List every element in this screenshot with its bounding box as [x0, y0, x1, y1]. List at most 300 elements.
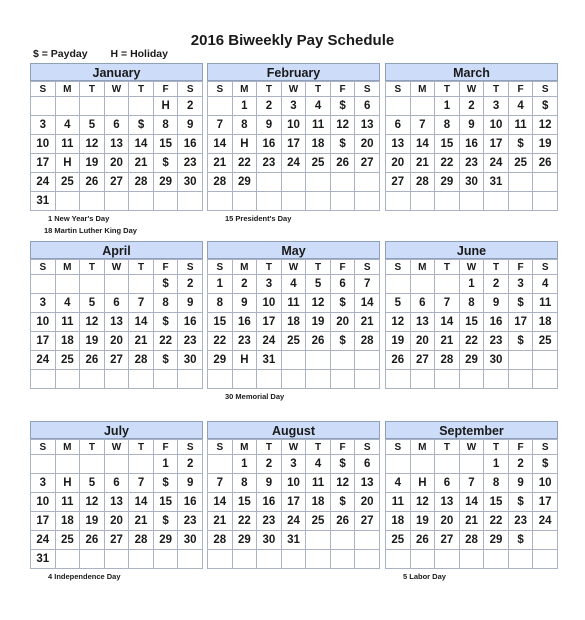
day-cell: 28: [208, 173, 233, 192]
month-title: March: [385, 63, 558, 81]
day-cell: [257, 192, 282, 211]
week-row: [386, 493, 558, 512]
day-cell: 1: [232, 97, 257, 116]
day-cell: 21: [208, 154, 233, 173]
month-title: January: [30, 63, 203, 81]
day-cell: [232, 550, 257, 569]
day-cell: [386, 370, 411, 389]
month-august: [207, 421, 380, 569]
weekday-label: T: [257, 82, 282, 97]
day-cell: 9: [178, 116, 203, 135]
day-cell: 31: [31, 192, 56, 211]
weekday-label: F: [330, 82, 355, 97]
day-cell: [80, 550, 105, 569]
day-cell: 24: [31, 351, 56, 370]
day-cell: 8: [153, 116, 178, 135]
week-row: [208, 313, 380, 332]
day-cell: 25: [306, 512, 331, 531]
day-cell: 18: [55, 512, 80, 531]
day-cell: 22: [153, 332, 178, 351]
day-cell: 10: [31, 493, 56, 512]
day-cell: 18: [386, 512, 411, 531]
day-cell: [330, 192, 355, 211]
day-cell: 9: [257, 116, 282, 135]
holiday-note: 4 Independence Day: [48, 572, 121, 581]
month-title: May: [207, 241, 380, 259]
weekday-header-row: [386, 440, 558, 455]
week-row: [31, 512, 203, 531]
day-cell: 29: [435, 173, 460, 192]
day-cell: [306, 351, 331, 370]
weekday-label: T: [435, 82, 460, 97]
day-cell: 3: [484, 97, 509, 116]
payday-cell: $: [508, 294, 533, 313]
day-cell: 14: [208, 493, 233, 512]
holiday-note: 1 New Year's Day: [48, 214, 110, 223]
weekday-label: M: [410, 260, 435, 275]
day-cell: 20: [104, 154, 129, 173]
day-cell: 3: [257, 275, 282, 294]
day-cell: 11: [281, 294, 306, 313]
day-cell: [178, 550, 203, 569]
week-row: [208, 275, 380, 294]
day-cell: 17: [31, 332, 56, 351]
day-cell: [257, 370, 282, 389]
month-january: [30, 63, 203, 237]
day-cell: [355, 192, 380, 211]
day-cell: [508, 370, 533, 389]
day-cell: [232, 370, 257, 389]
day-cell: 17: [281, 493, 306, 512]
day-cell: 23: [178, 154, 203, 173]
holiday-cell: H: [232, 351, 257, 370]
day-cell: 4: [306, 455, 331, 474]
day-cell: [208, 192, 233, 211]
day-cell: 16: [484, 313, 509, 332]
day-cell: 20: [104, 332, 129, 351]
day-cell: 10: [484, 116, 509, 135]
day-cell: [410, 275, 435, 294]
day-cell: [435, 370, 460, 389]
day-cell: [459, 455, 484, 474]
day-cell: [129, 192, 154, 211]
day-cell: 14: [435, 313, 460, 332]
weekday-label: W: [281, 440, 306, 455]
day-cell: 3: [281, 455, 306, 474]
weekday-label: W: [281, 82, 306, 97]
month-table: [30, 439, 203, 569]
day-cell: 29: [232, 173, 257, 192]
week-row: [31, 192, 203, 211]
day-cell: 15: [459, 313, 484, 332]
day-cell: 29: [232, 531, 257, 550]
week-row: [386, 135, 558, 154]
legend: [33, 48, 168, 60]
weekday-label: F: [153, 82, 178, 97]
day-cell: 5: [306, 275, 331, 294]
day-cell: [306, 173, 331, 192]
day-cell: 8: [208, 294, 233, 313]
day-cell: 2: [257, 455, 282, 474]
weekday-label: W: [104, 440, 129, 455]
day-cell: 20: [104, 512, 129, 531]
day-cell: 25: [55, 173, 80, 192]
weekday-label: T: [435, 260, 460, 275]
day-cell: 26: [410, 531, 435, 550]
day-cell: 13: [386, 135, 411, 154]
weekday-label: S: [31, 440, 56, 455]
week-row: [386, 294, 558, 313]
day-cell: 23: [257, 154, 282, 173]
day-cell: 19: [533, 135, 558, 154]
day-cell: 2: [484, 275, 509, 294]
holiday-note: 30 Memorial Day: [225, 392, 285, 401]
month-table: [207, 81, 380, 211]
day-cell: 13: [410, 313, 435, 332]
day-cell: 12: [80, 493, 105, 512]
weekday-label: S: [533, 82, 558, 97]
holiday-cell: H: [55, 154, 80, 173]
day-cell: 30: [257, 531, 282, 550]
day-cell: 12: [330, 474, 355, 493]
day-cell: [31, 97, 56, 116]
day-cell: 4: [306, 97, 331, 116]
day-cell: [355, 370, 380, 389]
day-cell: [306, 192, 331, 211]
day-cell: 7: [410, 116, 435, 135]
holiday-notes: [385, 571, 558, 583]
day-cell: 17: [31, 512, 56, 531]
weekday-header-row: [31, 440, 203, 455]
week-row: [208, 512, 380, 531]
day-cell: [129, 97, 154, 116]
holiday-cell: H: [55, 474, 80, 493]
day-cell: [281, 550, 306, 569]
day-cell: 17: [484, 135, 509, 154]
day-cell: 31: [31, 550, 56, 569]
weekday-label: M: [55, 82, 80, 97]
holiday-cell: H: [232, 135, 257, 154]
weekday-header-row: [31, 82, 203, 97]
day-cell: 23: [459, 154, 484, 173]
day-cell: [355, 550, 380, 569]
day-cell: 23: [232, 332, 257, 351]
day-cell: [208, 370, 233, 389]
day-cell: 27: [104, 173, 129, 192]
day-cell: 12: [80, 135, 105, 154]
day-cell: [330, 550, 355, 569]
day-cell: [386, 550, 411, 569]
day-cell: 27: [355, 512, 380, 531]
weekday-label: M: [55, 260, 80, 275]
day-cell: 30: [178, 351, 203, 370]
day-cell: 9: [178, 294, 203, 313]
day-cell: [386, 455, 411, 474]
weekday-label: M: [232, 260, 257, 275]
day-cell: 15: [232, 493, 257, 512]
month-table: [30, 81, 203, 211]
day-cell: 7: [435, 294, 460, 313]
week-row: [208, 135, 380, 154]
weekday-label: T: [257, 260, 282, 275]
weekday-label: S: [178, 260, 203, 275]
day-cell: 21: [129, 332, 154, 351]
day-cell: 20: [355, 135, 380, 154]
day-cell: 14: [208, 135, 233, 154]
day-cell: 19: [410, 512, 435, 531]
day-cell: 31: [281, 531, 306, 550]
holiday-notes: [207, 391, 380, 403]
day-cell: [129, 455, 154, 474]
day-cell: 15: [208, 313, 233, 332]
weekday-label: W: [104, 82, 129, 97]
day-cell: 29: [153, 531, 178, 550]
day-cell: 15: [153, 493, 178, 512]
month-june: [385, 241, 558, 389]
weekday-label: M: [55, 440, 80, 455]
weekday-header-row: [386, 82, 558, 97]
day-cell: 23: [178, 512, 203, 531]
payday-cell: $: [153, 154, 178, 173]
day-cell: [330, 351, 355, 370]
day-cell: 14: [459, 493, 484, 512]
payday-cell: $: [129, 116, 154, 135]
day-cell: 13: [104, 135, 129, 154]
day-cell: 6: [355, 97, 380, 116]
day-cell: [386, 192, 411, 211]
day-cell: 28: [435, 351, 460, 370]
day-cell: 13: [435, 493, 460, 512]
day-cell: 6: [355, 455, 380, 474]
day-cell: 20: [435, 512, 460, 531]
week-row: [208, 154, 380, 173]
weekday-label: S: [533, 440, 558, 455]
day-cell: 21: [355, 313, 380, 332]
day-cell: 26: [330, 512, 355, 531]
day-cell: 11: [508, 116, 533, 135]
day-cell: 22: [459, 332, 484, 351]
month-march: [385, 63, 558, 211]
week-row: [31, 313, 203, 332]
week-row: [208, 116, 380, 135]
day-cell: 11: [533, 294, 558, 313]
day-cell: [257, 550, 282, 569]
week-row: [386, 512, 558, 531]
payday-cell: $: [508, 135, 533, 154]
day-cell: 11: [306, 116, 331, 135]
day-cell: 23: [257, 512, 282, 531]
day-cell: 11: [55, 313, 80, 332]
day-cell: [55, 455, 80, 474]
day-cell: [153, 550, 178, 569]
day-cell: 9: [178, 474, 203, 493]
month-february: [207, 63, 380, 225]
legend-holiday: H = Holiday: [110, 48, 168, 60]
day-cell: 7: [355, 275, 380, 294]
week-row: [386, 116, 558, 135]
day-cell: 6: [386, 116, 411, 135]
day-cell: 24: [281, 512, 306, 531]
day-cell: 7: [129, 294, 154, 313]
holiday-notes: [30, 571, 203, 583]
legend-payday: $ = Payday: [33, 48, 88, 60]
week-row: [208, 294, 380, 313]
day-cell: 7: [208, 474, 233, 493]
month-september: [385, 421, 558, 583]
day-cell: 23: [508, 512, 533, 531]
week-row: [31, 275, 203, 294]
weekday-label: T: [80, 82, 105, 97]
payday-cell: $: [153, 313, 178, 332]
day-cell: 8: [232, 474, 257, 493]
day-cell: [55, 550, 80, 569]
day-cell: 2: [178, 455, 203, 474]
day-cell: [355, 531, 380, 550]
day-cell: 30: [459, 173, 484, 192]
day-cell: 6: [104, 474, 129, 493]
weekday-label: W: [459, 82, 484, 97]
day-cell: [306, 531, 331, 550]
page-title: 2016 Biweekly Pay Schedule: [190, 32, 395, 49]
week-row: [31, 351, 203, 370]
weekday-label: S: [355, 440, 380, 455]
payday-cell: $: [153, 512, 178, 531]
month-title: June: [385, 241, 558, 259]
day-cell: [410, 370, 435, 389]
day-cell: 23: [178, 332, 203, 351]
day-cell: 18: [281, 313, 306, 332]
week-row: [386, 474, 558, 493]
payday-cell: $: [153, 275, 178, 294]
day-cell: [129, 275, 154, 294]
day-cell: [410, 455, 435, 474]
day-cell: 29: [459, 351, 484, 370]
day-cell: 5: [80, 294, 105, 313]
weekday-label: T: [80, 260, 105, 275]
payday-cell: $: [330, 135, 355, 154]
day-cell: 4: [55, 294, 80, 313]
month-table: [30, 259, 203, 389]
day-cell: [355, 173, 380, 192]
day-cell: 8: [459, 294, 484, 313]
day-cell: [80, 97, 105, 116]
holiday-cell: H: [410, 474, 435, 493]
day-cell: [484, 370, 509, 389]
weekday-label: F: [330, 440, 355, 455]
day-cell: [31, 455, 56, 474]
day-cell: [508, 351, 533, 370]
day-cell: 11: [306, 474, 331, 493]
day-cell: [330, 531, 355, 550]
day-cell: [55, 275, 80, 294]
weekday-label: S: [208, 440, 233, 455]
day-cell: [330, 173, 355, 192]
week-row: [31, 294, 203, 313]
day-cell: 29: [208, 351, 233, 370]
month-title: February: [207, 63, 380, 81]
day-cell: 26: [80, 351, 105, 370]
month-july: [30, 421, 203, 583]
day-cell: 12: [330, 116, 355, 135]
day-cell: 20: [410, 332, 435, 351]
weekday-label: F: [508, 440, 533, 455]
day-cell: 25: [281, 332, 306, 351]
day-cell: 2: [178, 97, 203, 116]
payday-cell: $: [330, 294, 355, 313]
week-row: [208, 332, 380, 351]
day-cell: 28: [129, 173, 154, 192]
day-cell: [281, 370, 306, 389]
day-cell: 6: [435, 474, 460, 493]
day-cell: 3: [281, 97, 306, 116]
weekday-label: S: [178, 440, 203, 455]
weekday-label: S: [31, 260, 56, 275]
day-cell: 14: [410, 135, 435, 154]
weekday-label: S: [178, 82, 203, 97]
day-cell: 6: [330, 275, 355, 294]
day-cell: 10: [31, 135, 56, 154]
day-cell: 28: [129, 351, 154, 370]
day-cell: 17: [533, 493, 558, 512]
day-cell: [281, 192, 306, 211]
day-cell: 28: [129, 531, 154, 550]
day-cell: 28: [355, 332, 380, 351]
day-cell: 21: [129, 154, 154, 173]
day-cell: 6: [104, 294, 129, 313]
day-cell: [232, 192, 257, 211]
day-cell: [104, 550, 129, 569]
weekday-label: F: [153, 440, 178, 455]
day-cell: 19: [80, 512, 105, 531]
day-cell: [435, 192, 460, 211]
day-cell: [55, 370, 80, 389]
holiday-note: 5 Labor Day: [403, 572, 446, 581]
day-cell: 28: [459, 531, 484, 550]
day-cell: 1: [459, 275, 484, 294]
holiday-cell: H: [153, 97, 178, 116]
day-cell: 22: [232, 154, 257, 173]
day-cell: 26: [306, 332, 331, 351]
day-cell: 10: [281, 116, 306, 135]
day-cell: 29: [153, 173, 178, 192]
weekday-label: F: [153, 260, 178, 275]
day-cell: [435, 550, 460, 569]
weekday-label: M: [410, 82, 435, 97]
week-row: [386, 173, 558, 192]
day-cell: 4: [533, 275, 558, 294]
month-table: [207, 439, 380, 569]
day-cell: 27: [435, 531, 460, 550]
weekday-label: S: [355, 82, 380, 97]
day-cell: 24: [31, 173, 56, 192]
day-cell: 12: [410, 493, 435, 512]
weekday-label: T: [129, 82, 154, 97]
weekday-label: F: [330, 260, 355, 275]
weekday-label: S: [386, 260, 411, 275]
week-row: [386, 313, 558, 332]
day-cell: 4: [281, 275, 306, 294]
day-cell: 14: [355, 294, 380, 313]
day-cell: 3: [31, 294, 56, 313]
payday-cell: $: [533, 455, 558, 474]
day-cell: 25: [386, 531, 411, 550]
week-row: [208, 192, 380, 211]
weekday-label: T: [306, 260, 331, 275]
week-row: [31, 493, 203, 512]
day-cell: 4: [508, 97, 533, 116]
week-row: [386, 550, 558, 569]
payday-cell: $: [533, 97, 558, 116]
